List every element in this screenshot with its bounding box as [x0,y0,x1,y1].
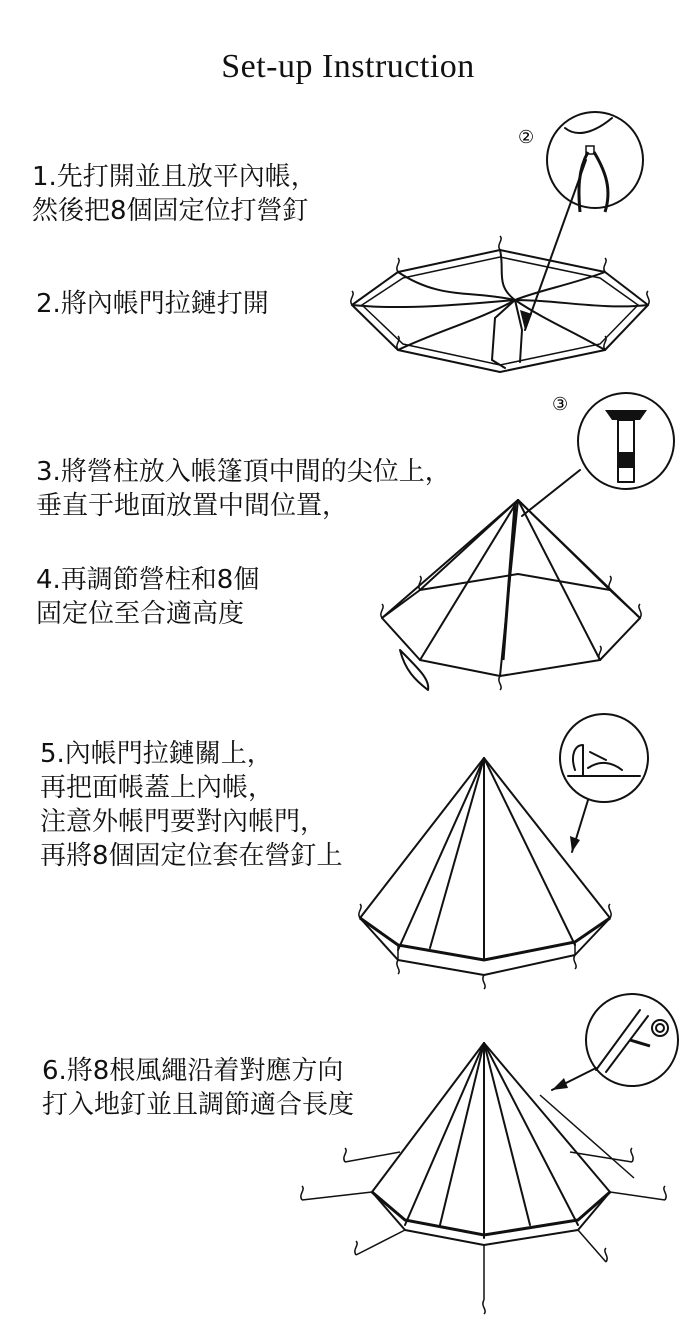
step-4-line-1: 4.再調節營柱和8個 [36,565,260,595]
step-5-line-2: 再把面帳蓋上內帳， [40,773,275,803]
step-5-line-1: 5.內帳門拉鏈關上， [40,739,273,769]
step-4-line-2: 固定位至合適高度 [36,599,245,629]
step-5-line-3: 注意外帳門要對內帳門， [40,807,327,837]
step-1-line-2: 然後把8個固定位打營釘 [32,196,309,226]
step-5-line-4: 再將8個固定位套在營釘上 [40,841,343,871]
step-2-line-1: 2.將內帳門拉鏈打開 [36,289,269,319]
flat-inner-tent-illustration [351,112,649,372]
callout-3: ③ [552,394,569,415]
step-6-line-2: 打入地釘並且調節適合長度 [42,1090,355,1120]
step-1-line-1: 1.先打開並且放平內帳， [32,162,317,192]
guyed-tent-illustration [301,994,678,1314]
step-3-line-1: 3.將營柱放入帳篷頂中間的尖位上， [36,457,451,487]
step-6-line-1: 6.將8根風繩沿着對應方向 [42,1056,344,1086]
raised-inner-tent-illustration [381,393,674,690]
callout-2: ② [518,127,535,148]
step-3-line-2: 垂直于地面放置中間位置， [36,491,349,521]
page-title: Set-up Instruction [221,48,475,85]
fly-sheet-illustration [359,714,648,989]
